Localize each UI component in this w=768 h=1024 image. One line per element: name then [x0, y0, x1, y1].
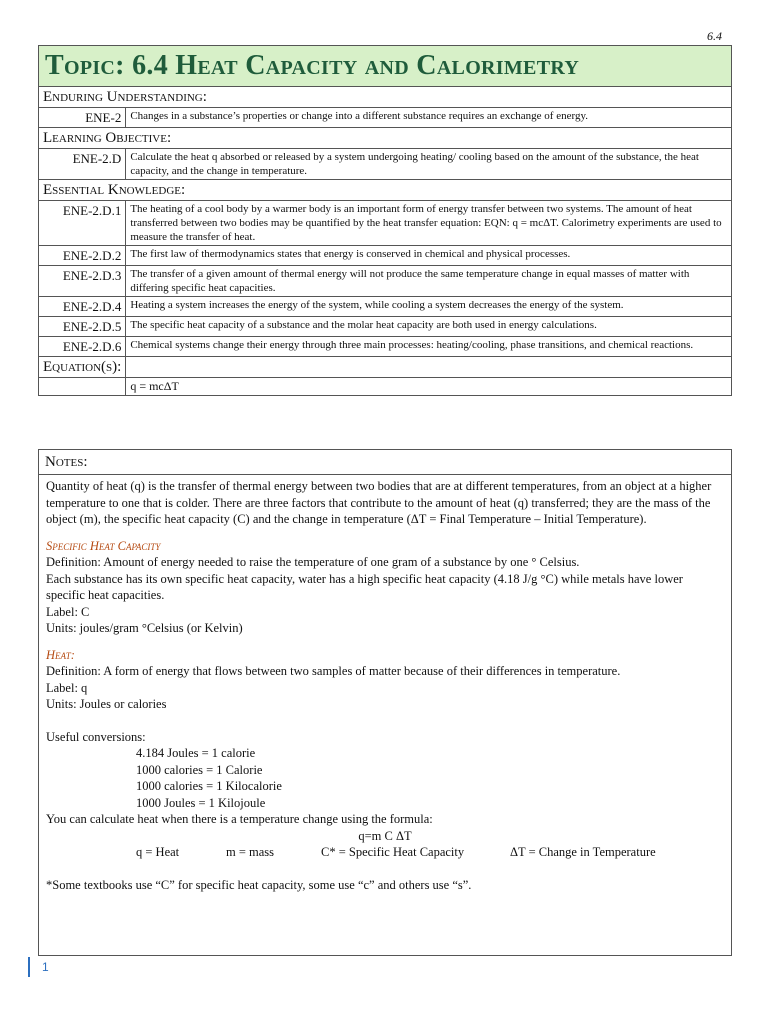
specific-heat-label: Label: C [46, 604, 90, 619]
ek-row [39, 317, 732, 337]
formula-intro: You can calculate heat when there is a temperature change using the formula: [46, 812, 433, 826]
lo-code: ENE-2.D [39, 149, 126, 180]
page-number-bottom: 1 [28, 957, 49, 977]
formula-label-c: C* = Specific Heat Capacity [321, 845, 465, 859]
specific-heat-definition: Definition: Amount of energy needed to raise the temperature of one gram of a substance by one ° Celsius. [46, 555, 580, 569]
heat-heading: Heat: [46, 647, 75, 662]
formula-label-q: q = Heat [136, 845, 180, 859]
ek-text: Chemical systems change their energy through three main processes: heating/cooling, phase transitions, and chemical reactions. [126, 337, 732, 357]
conversion-item: 4.184 Joules = 1 calorie [136, 746, 256, 760]
formula-labels [46, 844, 724, 861]
equations-row [39, 357, 732, 378]
conversions-heading: Useful conversions: [46, 729, 146, 744]
ek-code: ENE-2.D.4 [39, 297, 126, 317]
essential-knowledge-header [39, 180, 732, 201]
specific-heat-heading: Specific Heat Capacity [46, 538, 161, 553]
title-cell [39, 46, 732, 87]
ek-text: The heating of a cool body by a warmer body is an important form of energy transfer between two systems. The amount of heat transferred between two bodies may be quantified by the heat transfer equation: EQN: q = mcΔT. Calorimetry experiments are used to measure the transfer of heat. [126, 201, 732, 246]
essential-knowledge-heading: Essential Knowledge: [43, 182, 186, 198]
heat-units: Units: Joules or calories [46, 697, 167, 711]
ek-code: ENE-2.D.6 [39, 337, 126, 357]
enduring-understanding-header [39, 87, 732, 108]
learning-objective-header [39, 128, 732, 149]
ek-text: The transfer of a given amount of thermal energy will not produce the same temperature change in equal masses of matter with differing specific heat capacities. [126, 266, 732, 297]
ek-row [39, 266, 732, 297]
conversion-item: 1000 calories = 1 Kilocalorie [136, 779, 282, 793]
ek-row [39, 201, 732, 246]
equation-value-row [39, 378, 732, 396]
learning-objective-heading: Learning Objective: [43, 130, 172, 146]
eu-text: Changes in a substance’s properties or change into a different substance requires an exchange of energy. [126, 108, 732, 128]
ek-text: Heating a system increases the energy of the system, while cooling a system decreases the energy of the system. [126, 297, 732, 317]
specific-heat-description: Each substance has its own specific heat capacity, water has a high specific heat capacity (4.18 J/g °C) while metals have lower specific heat capacities. [46, 571, 683, 602]
ek-text: The first law of thermodynamics states that energy is conserved in chemical and physical processes. [126, 246, 732, 266]
ek-row [39, 337, 732, 357]
notes-footnote: *Some textbooks use “C” for specific heat capacity, some use “c” and others use “s”. [46, 878, 472, 892]
topic-table [38, 45, 732, 396]
enduring-understanding-heading: Enduring Understanding: [43, 89, 207, 105]
ek-code: ENE-2.D.2 [39, 246, 126, 266]
lo-text: Calculate the heat q absorbed or released by a system undergoing heating/ cooling based on the amount of the substance, the heat capacity, and the change in temperature. [126, 149, 732, 180]
equations-header [39, 357, 126, 378]
equation-value: q = mcΔT [126, 378, 732, 396]
heat-definition: Definition: A form of energy that flows between two samples of matter because of their differences in temperature. [46, 664, 621, 678]
heat-label: Label: q [46, 680, 88, 695]
equation-empty-cell [39, 378, 126, 396]
equations-spacer [126, 357, 732, 378]
notes-body [39, 475, 731, 897]
formula-label-m: m = mass [226, 845, 275, 859]
eu-code: ENE-2 [39, 108, 126, 128]
ek-row [39, 246, 732, 266]
enduring-understanding-row [39, 108, 732, 128]
notes-heading: Notes: [39, 450, 731, 475]
ek-code: ENE-2.D.3 [39, 266, 126, 297]
learning-objective-row [39, 149, 732, 180]
notes-box [38, 449, 732, 956]
formula: q=m C ΔT [358, 828, 412, 843]
ek-row [39, 297, 732, 317]
ek-code: ENE-2.D.1 [39, 201, 126, 246]
conversion-item: 1000 Joules = 1 Kilojoule [136, 795, 266, 810]
equations-heading: Equation(s): [43, 359, 122, 375]
notes-intro: Quantity of heat (q) is the transfer of thermal energy between two bodies that are at different temperatures, from an object at a higher temperature to one that is colder. There are three factors that contribute to the amount of heat (q) transferred; they are the mass of the object (m), the specific heat capacity (C) and the change in temperature (ΔT = Final Temperature – Initial Temperature). [46, 479, 712, 526]
specific-heat-units: Units: joules/gram °Celsius (or Kelvin) [46, 621, 243, 635]
page-number-top: 6.4 [707, 29, 722, 43]
ek-code: ENE-2.D.5 [39, 317, 126, 337]
ek-text: The specific heat capacity of a substance and the molar heat capacity are both used in energy calculations. [126, 317, 732, 337]
formula-label-dt: ΔT = Change in Temperature [510, 845, 656, 859]
page-title: Topic: 6.4 Heat Capacity and Calorimetry [45, 50, 580, 81]
conversion-item: 1000 calories = 1 Calorie [136, 762, 263, 777]
